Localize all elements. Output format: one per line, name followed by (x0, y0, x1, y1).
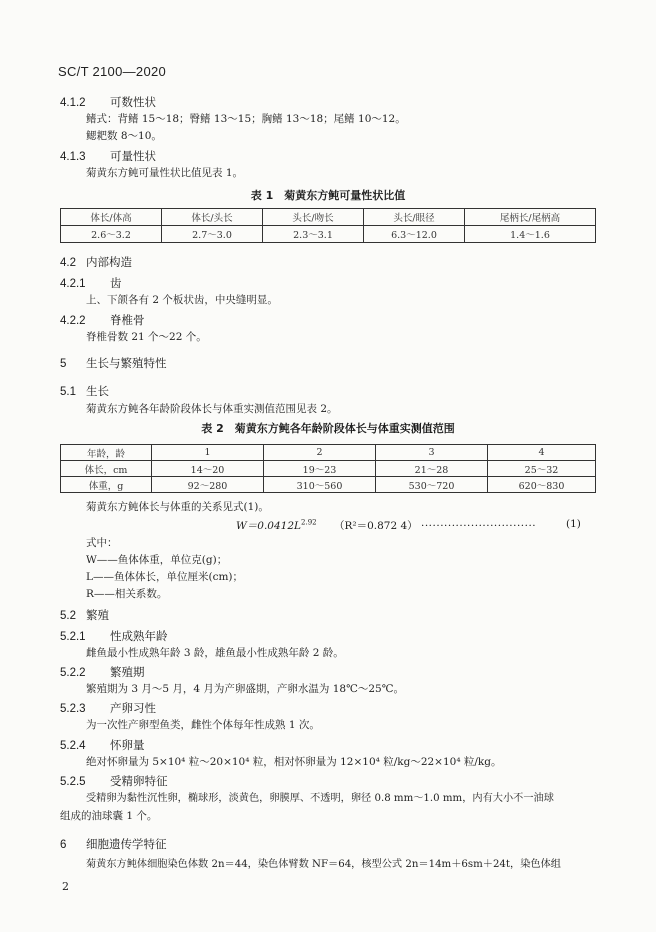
heading-5-2-3 (60, 700, 156, 716)
variable-definition: W——鱼体体重，单位克(g)； (86, 554, 228, 566)
section-number: 5.2.5 (60, 776, 86, 788)
section-number: 4.1.2 (60, 97, 86, 109)
table-header-cell: 头长/吻长 (263, 209, 364, 226)
paragraph: 菊黄东方鲀体长与体重的关系见式(1)。 (86, 501, 269, 513)
table-header-cell: 体长/体高 (61, 209, 162, 226)
paragraph: 鳍式：背鳍 15～18；臀鳍 13～15；胸鳍 13～18；尾鳍 10～12。 (86, 113, 406, 125)
section-number: 5.1 (60, 386, 76, 398)
paragraph: 绝对怀卵量为 5×10⁴ 粒～20×10⁴ 粒，相对怀卵量为 12×10⁴ 粒/kg～22×10⁴ 粒/kg。 (86, 756, 502, 768)
equation-r2: （R²＝0.872 4） (333, 520, 418, 532)
table-1-caption: 表 1 菊黄东方鲀可量性状比值 (250, 189, 406, 202)
variable-definition: R——相关系数。 (86, 588, 168, 600)
table-header-cell: 3 (376, 445, 488, 461)
section-number: 5.2.3 (60, 703, 86, 715)
paragraph: 脊椎骨数 21 个～22 个。 (86, 331, 207, 343)
table-header-cell: 2 (264, 445, 376, 461)
section-number: 4.1.3 (60, 151, 86, 163)
table-header-cell: 年龄，龄 (61, 445, 152, 461)
table-cell: 25～32 (488, 461, 596, 477)
paragraph: 繁殖期为 3 月～5 月，4 月为产卵盛期，产卵水温为 18℃～25℃。 (86, 683, 404, 695)
heading-5 (60, 355, 167, 371)
section-title: 产卵习性 (110, 701, 156, 715)
table-cell: 21～28 (376, 461, 488, 477)
table-row (61, 445, 596, 461)
table-cell: 310～560 (264, 477, 376, 493)
table-cell: 6.3～12.0 (364, 226, 465, 243)
standard-code: SC/T 2100—2020 (58, 64, 167, 79)
section-title: 脊椎骨 (110, 313, 145, 327)
table-cell: 2.7～3.0 (162, 226, 263, 243)
table-header-cell: 4 (488, 445, 596, 461)
section-title: 生长与繁殖特性 (86, 356, 167, 370)
paragraph: 受精卵为黏性沉性卵，椭球形，淡黄色，卵膜厚、不透明，卵径 0.8 mm～1.0 mm，内有大小不一油球 (86, 793, 554, 804)
paragraph: 上、下颌各有 2 个板状齿，中央缝明显。 (86, 294, 278, 306)
variable-definition: L——鱼体体长，单位厘米(cm)； (86, 571, 244, 583)
section-number: 6 (60, 839, 67, 851)
table-cell: 92～280 (152, 477, 264, 493)
table-header-cell: 头长/眼径 (364, 209, 465, 226)
section-title: 性成熟年龄 (110, 629, 168, 643)
section-title: 可数性状 (110, 95, 156, 109)
paragraph: 菊黄东方鲀各年龄阶段体长与体重实测值范围见表 2。 (86, 403, 338, 415)
row-label: 体长，cm (61, 461, 152, 477)
table-2-caption: 表 2 菊黄东方鲀各年龄阶段体长与体重实测值范围 (201, 422, 455, 435)
section-title: 怀卵量 (110, 738, 145, 752)
section-title: 细胞遗传学特征 (86, 837, 167, 851)
paragraph: 菊黄东方鲀可量性状比值见表 1。 (86, 167, 244, 179)
section-title: 受精卵特征 (110, 774, 168, 788)
heading-4-1-2 (60, 94, 156, 110)
table-row (61, 226, 596, 243)
paragraph: 组成的油球囊 1 个。 (60, 810, 158, 822)
paragraph: 为一次性产卵型鱼类，雌性个体每年性成熟 1 次。 (86, 719, 320, 731)
table-2 (60, 444, 596, 493)
page-number: 2 (62, 880, 69, 893)
section-title: 齿 (110, 276, 122, 290)
section-number: 5.2.2 (60, 667, 86, 679)
heading-5-1 (60, 383, 109, 399)
equation-number: (1) (566, 518, 581, 530)
section-title: 生长 (86, 384, 109, 398)
section-number: 5.2.4 (60, 740, 86, 752)
table-header-cell: 尾柄长/尾柄高 (465, 209, 596, 226)
section-title: 内部构造 (86, 255, 132, 269)
equation-body: W＝0.0412L (236, 520, 302, 532)
paragraph: 雌鱼最小性成熟年龄 3 龄，雄鱼最小性成熟年龄 2 龄。 (86, 647, 344, 659)
table-cell: 19～23 (264, 461, 376, 477)
heading-5-2-5 (60, 773, 168, 789)
table-cell: 2.3～3.1 (263, 226, 364, 243)
section-number: 5.2 (60, 610, 76, 622)
table-cell: 530～720 (376, 477, 488, 493)
table-cell: 1.4～1.6 (465, 226, 596, 243)
section-number: 5.2.1 (60, 631, 86, 643)
table-row (61, 461, 596, 477)
table-row (61, 477, 596, 493)
section-title: 繁殖 (86, 608, 109, 622)
heading-5-2-1 (60, 628, 168, 644)
heading-4-1-3 (60, 148, 156, 164)
heading-4-2 (60, 254, 132, 270)
section-number: 4.2.2 (60, 315, 86, 327)
section-number: 4.2.1 (60, 278, 86, 290)
table-row (61, 209, 596, 226)
table-cell: 620～830 (488, 477, 596, 493)
table-cell: 2.6～3.2 (61, 226, 162, 243)
equation (236, 518, 536, 533)
paragraph: 菊黄东方鲀体细胞染色体数 2n＝44，染色体臂数 NF＝64，核型公式 2n＝14m＋6sm＋24t，染色体组 (86, 859, 561, 870)
table-header-cell: 1 (152, 445, 264, 461)
row-label: 体重，g (61, 477, 152, 493)
heading-4-2-1 (60, 275, 122, 291)
section-title: 繁殖期 (110, 665, 145, 679)
table-1 (60, 208, 596, 243)
heading-5-2 (60, 607, 109, 623)
section-number: 4.2 (60, 257, 76, 269)
equation-exponent: 2.92 (301, 518, 317, 527)
where-label: 式中： (86, 537, 118, 549)
table-header-cell: 体长/头长 (162, 209, 263, 226)
section-number: 5 (60, 358, 67, 370)
heading-5-2-4 (60, 737, 145, 753)
table-cell: 14～20 (152, 461, 264, 477)
section-title: 可量性状 (110, 149, 156, 163)
paragraph: 鳃耙数 8～10。 (86, 130, 162, 142)
heading-6 (60, 836, 167, 852)
heading-5-2-2 (60, 664, 145, 680)
heading-4-2-2 (60, 312, 145, 328)
equation-leader-dots: ······························ (421, 520, 537, 532)
